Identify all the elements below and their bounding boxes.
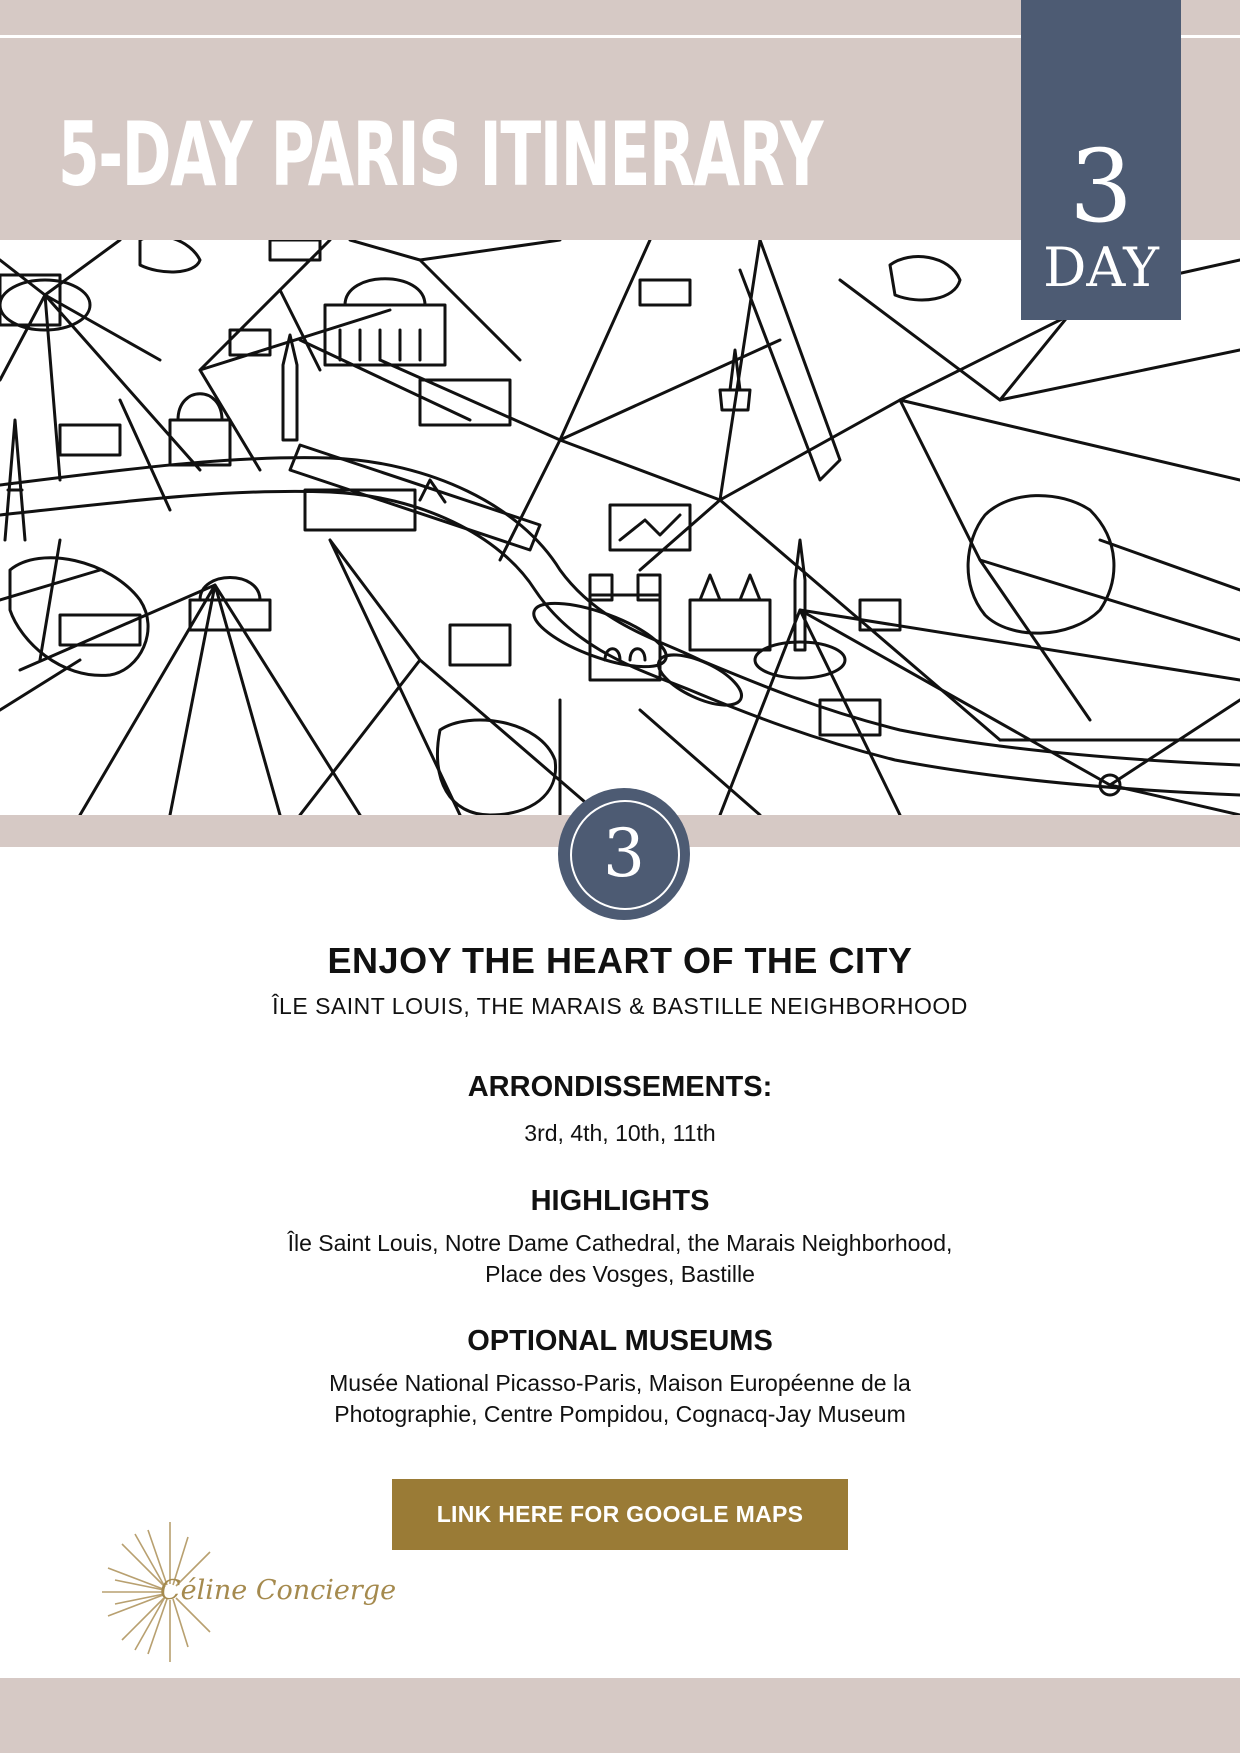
logo-text: Céline Concierge [160, 1575, 397, 1606]
day-badge-number: 3 [603, 815, 645, 892]
arrondissements-title: ARRONDISSEMENTS: [467, 1071, 773, 1103]
museums-line-1: Musée National Picasso-Paris, Maison Européenne de la [329, 1370, 911, 1396]
footer-band [0, 1678, 1240, 1753]
museums-line-2: Photographie, Centre Pompidou, Cognacq-Jay Museum [334, 1401, 906, 1427]
celine-concierge-logo [100, 1520, 397, 1665]
arrondissements-line: 3rd, 4th, 10th, 11th [524, 1120, 716, 1146]
day-tag-number: 3 [1069, 128, 1133, 245]
google-maps-button[interactable]: LINK HERE FOR GOOGLE MAPS [392, 1479, 848, 1550]
arrondissements-text [0, 1118, 1240, 1149]
museums-title: OPTIONAL MUSEUMS [467, 1325, 773, 1357]
highlights-line-2: Place des Vosges, Bastille [485, 1261, 755, 1287]
section-heading: ENJOY THE HEART OF THE CITY [327, 940, 913, 981]
day-badge [558, 788, 690, 920]
paris-map-illustration [0, 236, 1240, 815]
museums-text [0, 1368, 1240, 1430]
page-title: 5-DAY PARIS ITINERARY [58, 103, 823, 206]
section-subheading: ÎLE SAINT LOUIS, THE MARAIS & BASTILLE NEIGHBORHOOD [272, 993, 968, 1019]
highlights-title: HIGHLIGHTS [530, 1185, 710, 1217]
day-tag [1021, 0, 1181, 320]
highlights-text [0, 1228, 1240, 1290]
day-tag-label: DAY [1043, 236, 1159, 299]
highlights-line-1: Île Saint Louis, Notre Dame Cathedral, the Marais Neighborhood, [287, 1230, 953, 1256]
